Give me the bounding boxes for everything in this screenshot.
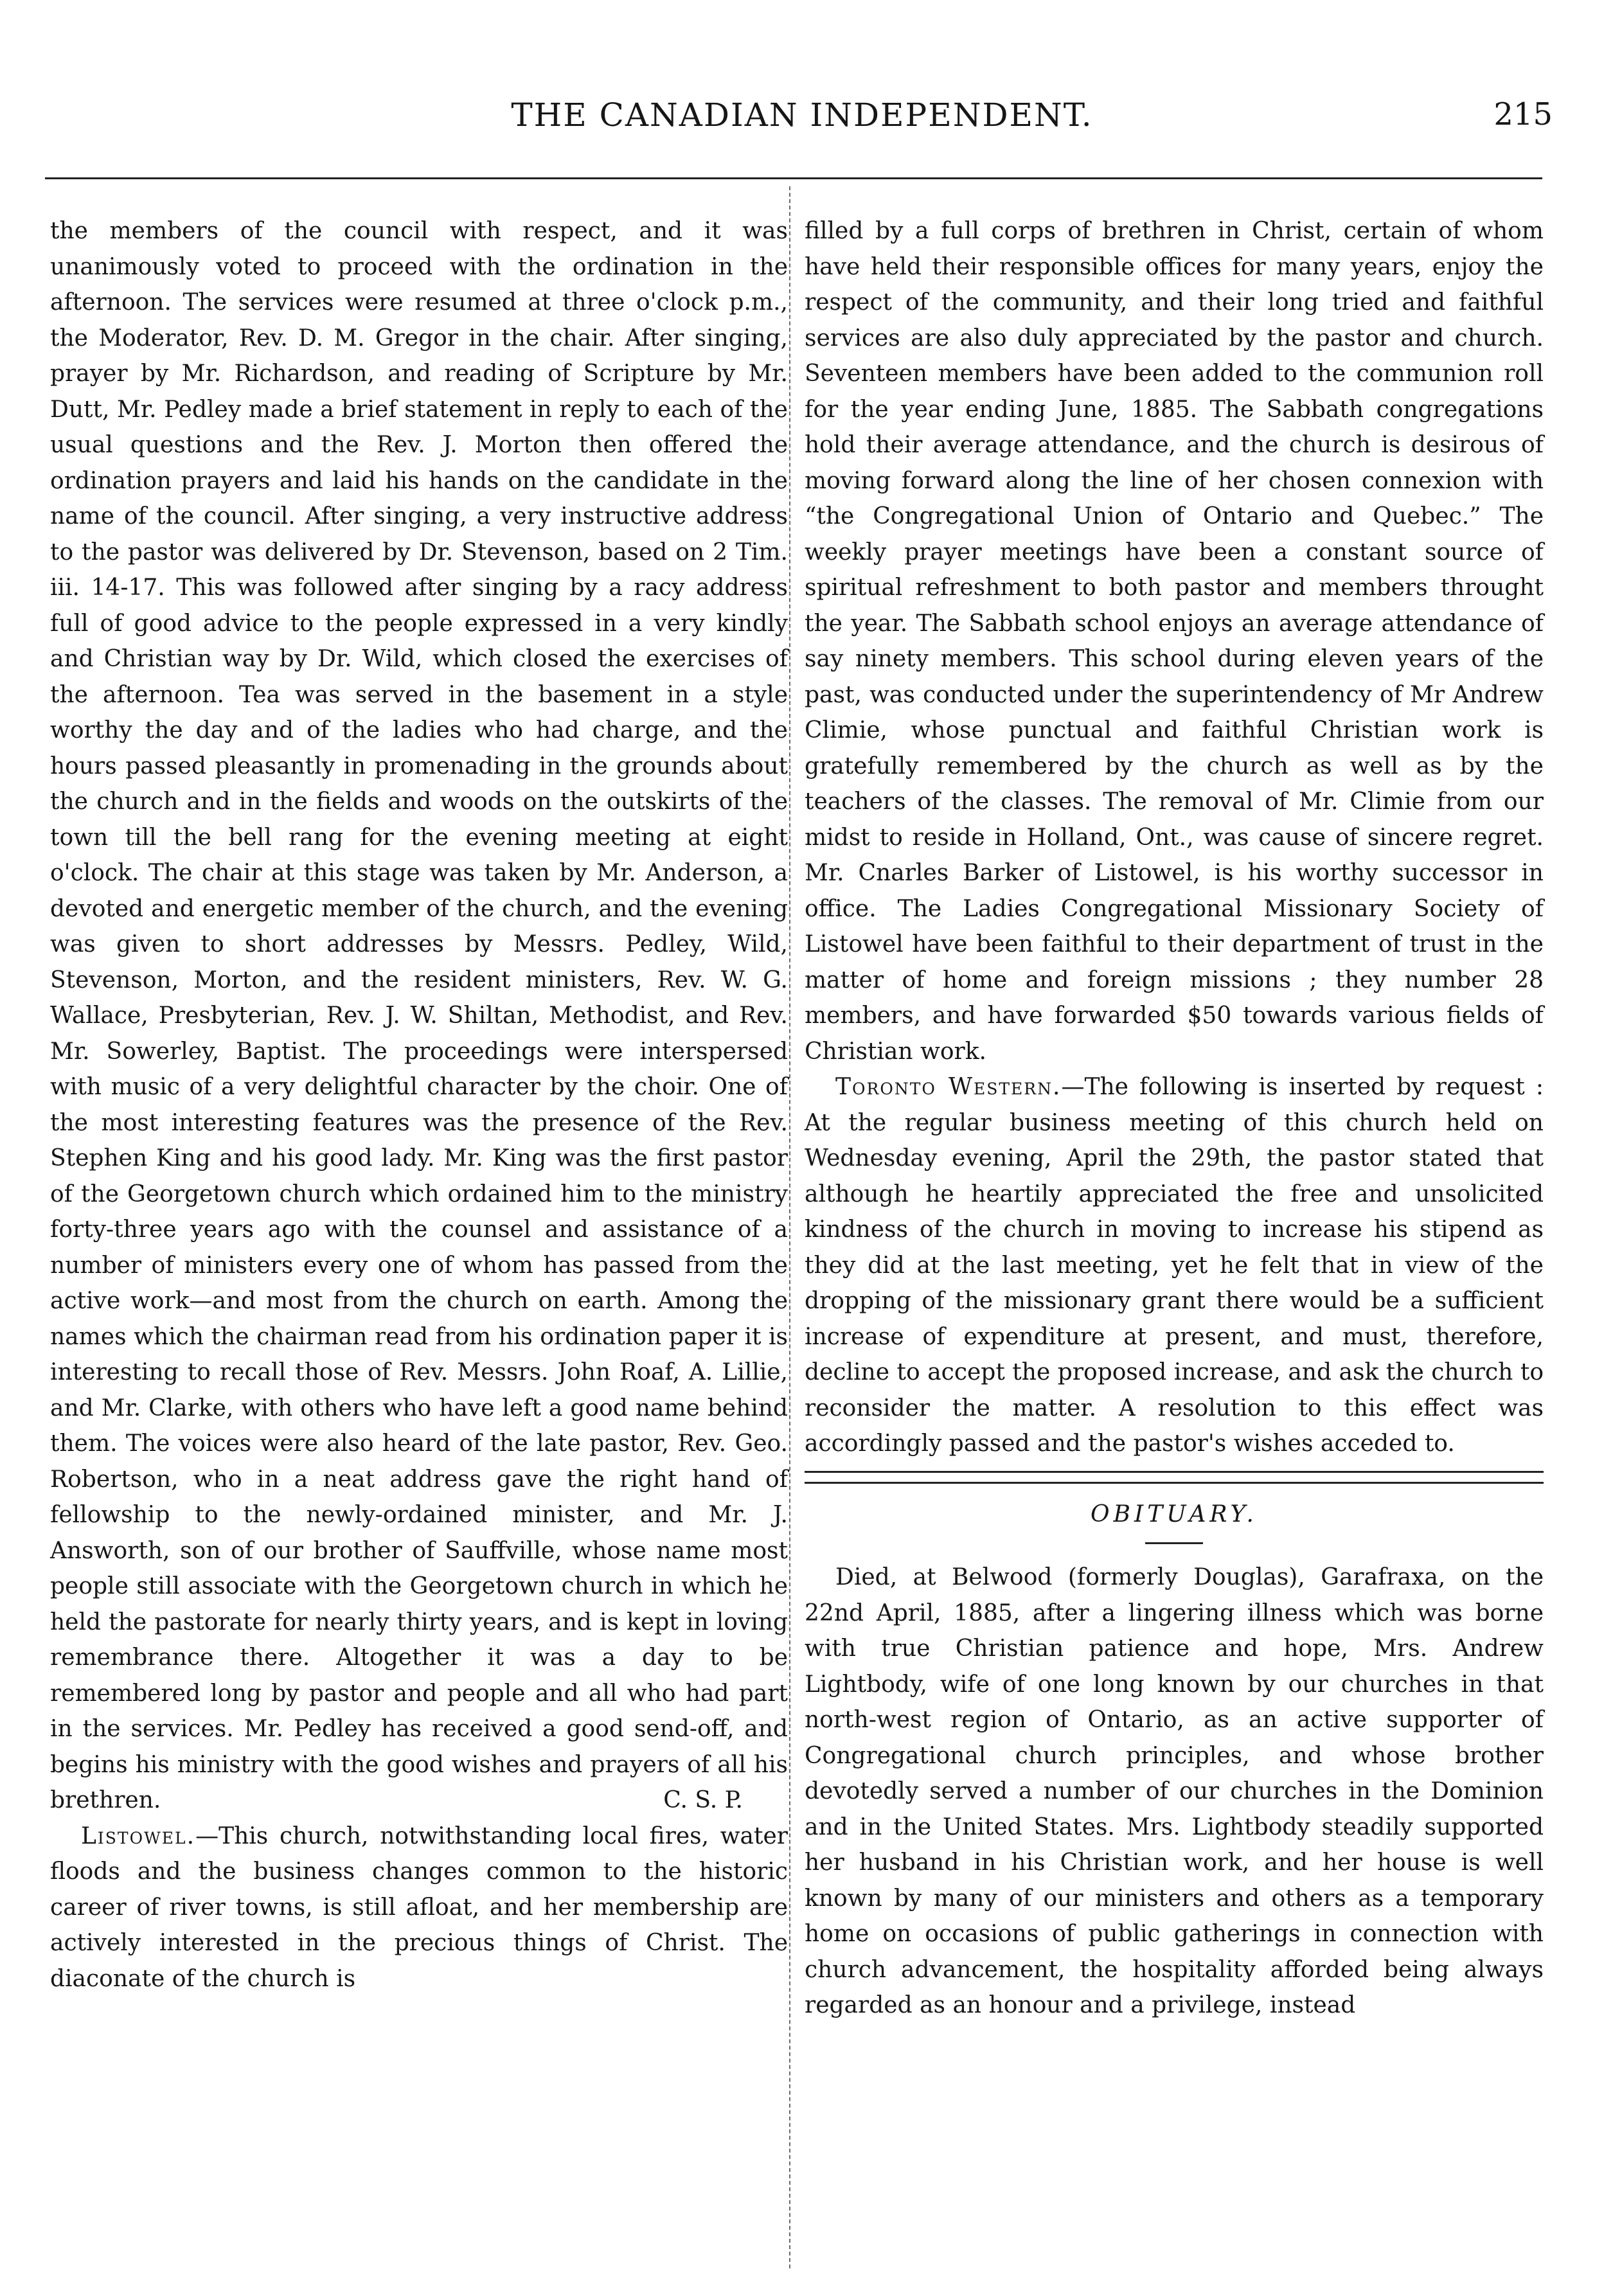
listowel-paragraph	[50, 1819, 788, 1997]
left-column	[50, 213, 788, 1997]
listowel-continued-paragraph: filled by a full corps of brethren in Christ, certain of whom have held their responsible offices for many years, enjoy the respect of the community, and their long tried and faithful services are also duly appreciated by the pastor and church. Seventeen members have been added to the communion roll for the year ending June, 1885. The Sabbath congregations hold their average attendance, and the church is desirous of moving forward along the line of her chosen connexion with “the Congregational Union of Ontario and Quebec.” The weekly prayer meetings have been a constant source of spiritual refreshment to both pastor and members throught the year. The Sabbath school enjoys an average attendance of say ninety members. This school during eleven years of the past, was conducted under the superintendency of Mr Andrew Climie, whose punctual and faithful Christian work is gratefully remembered by the church as well as by the teachers of the classes. The removal of Mr. Climie from our midst to reside in Holland, Ont., was cause of sincere regret. Mr. Cnarles Barker of Listowel, is his worthy successor in office. The Ladies Congregational Missionary Society of Listowel have been faithful to their department of trust in the matter of home and foreign missions ; they number 28 members, and have forwarded $50 towards various fields of Christian work.	[805, 218, 1544, 1065]
toronto-western-lead: Toronto Western.	[835, 1074, 1062, 1100]
toronto-western-text: —The following is inserted by request : At the regular business meeting of this church held on Wednesday evening, April the 29th, the pastor stated that although he heartily appreciated the free and unsolicited kindness of the church in moving to increase his stipend as they did at the last meeting, yet he felt that in view of the dropping of the missionary grant there would be a sufficient increase of expenditure at present, and must, therefore, decline to accept the proposed increase, and ask the church to reconsider the matter. A resolution to this effect was accordingly passed and the pastor's wishes acceded to.	[805, 1074, 1544, 1457]
page-header	[51, 96, 1553, 148]
author-signature: C. S. P.	[663, 1787, 743, 1813]
header-rule	[45, 177, 1542, 179]
obituary-paragraph: Died, at Belwood (formerly Douglas), Garafraxa, on the 22nd April, 1885, after a lingering illness which was borne with true Christian patience and hope, Mrs. Andrew Lightbody, wife of one long known by our churches in that north-west region of Ontario, as an active supporter of Congregational church principles, and whose brother devotedly served a number of our churches in the Dominion and in the United States. Mrs. Lightbody steadily supported her husband in his Christian work, and her house is well known by many of our ministers and others as a temporary home on occasions of public gatherings in connection with church advancement, the hospitality afforded being always regarded as an honour and a privilege, instead	[805, 1564, 1544, 2018]
listowel-lead: Listowel.	[81, 1822, 196, 1849]
heading-short-rule	[1145, 1542, 1203, 1544]
ordination-report-paragraph: the members of the council with respect, and it was unanimously voted to proceed with the ordination in the afternoon. The services were resumed at three o'clock p.m., the Moderator, Rev. D. M. Gregor in the chair. After singing, prayer by Mr. Richardson, and reading of Scripture by Mr. Dutt, Mr. Pedley made a brief statement in reply to each of the usual questions and the Rev. J. Morton then offered the ordination prayers and laid his hands on the candidate in the name of the council. After singing, a very instructive address to the pastor was delivered by Dr. Stevenson, based on 2 Tim. iii. 14-17. This was followed after singing by a racy address full of good advice to the people expressed in a very kindly and Christian way by Dr. Wild, which closed the exercises of the afternoon. Tea was served in the basement in a style worthy the day and of the ladies who had charge, and the hours passed pleasantly in promenading in the grounds about the church and in the fields and woods on the outskirts of the town till the bell rang for the evening meeting at eight o'clock. The chair at this stage was taken by Mr. Anderson, a devoted and energetic member of the church, and the evening was given to short addresses by Messrs. Pedley, Wild, Stevenson, Morton, and the resident ministers, Rev. W. G. Wallace, Presbyterian, Rev. J. W. Shiltan, Methodist, and Rev. Mr. Sowerley, Baptist. The proceedings were interspersed with music of a very delightful character by the choir. One of the most interesting features was the presence of the Rev. Stephen King and his good lady. Mr. King was the first pastor of the Georgetown church which ordained him to the ministry forty-three years ago with the counsel and assistance of a number of ministers every one of whom has passed from the active work—and most from the church on earth. Among the names which the chairman read from his ordination paper it is interesting to recall those of Rev. Messrs. John Roaf, A. Lillie, and Mr. Clarke, with others who have left a good name behind them. The voices were also heard of the late pastor, Rev. Geo. Robertson, who in a neat address gave the right hand of fellowship to the newly-ordained minister, and Mr. J. Answorth, son of our brother of Sauffville, whose name most people still associate with the Georgetown church in which he held the pastorate for nearly thirty years, and is kept in loving remembrance there. Altogether it was a day to be remembered long by pastor and people and all who had part in the services. Mr. Pedley has received a good send-off, and begins his ministry with the good wishes and prayers of all his brethren.	[50, 218, 788, 1813]
column-divider	[789, 186, 790, 2268]
right-column	[805, 213, 1544, 2024]
listowel-text: —This church, notwithstanding local fires, water floods and the business changes common to the historic career of river towns, is still afloat, and her membership are actively interested in the precious things of Christ. The diaconate of the church is	[50, 1822, 788, 1992]
journal-title: THE CANADIAN INDEPENDENT.	[511, 96, 1093, 134]
page-number: 215	[1493, 96, 1553, 132]
section-double-rule	[805, 1471, 1544, 1484]
obituary-heading: OBITUARY.	[1091, 1500, 1258, 1527]
toronto-western-paragraph	[805, 1069, 1544, 1462]
